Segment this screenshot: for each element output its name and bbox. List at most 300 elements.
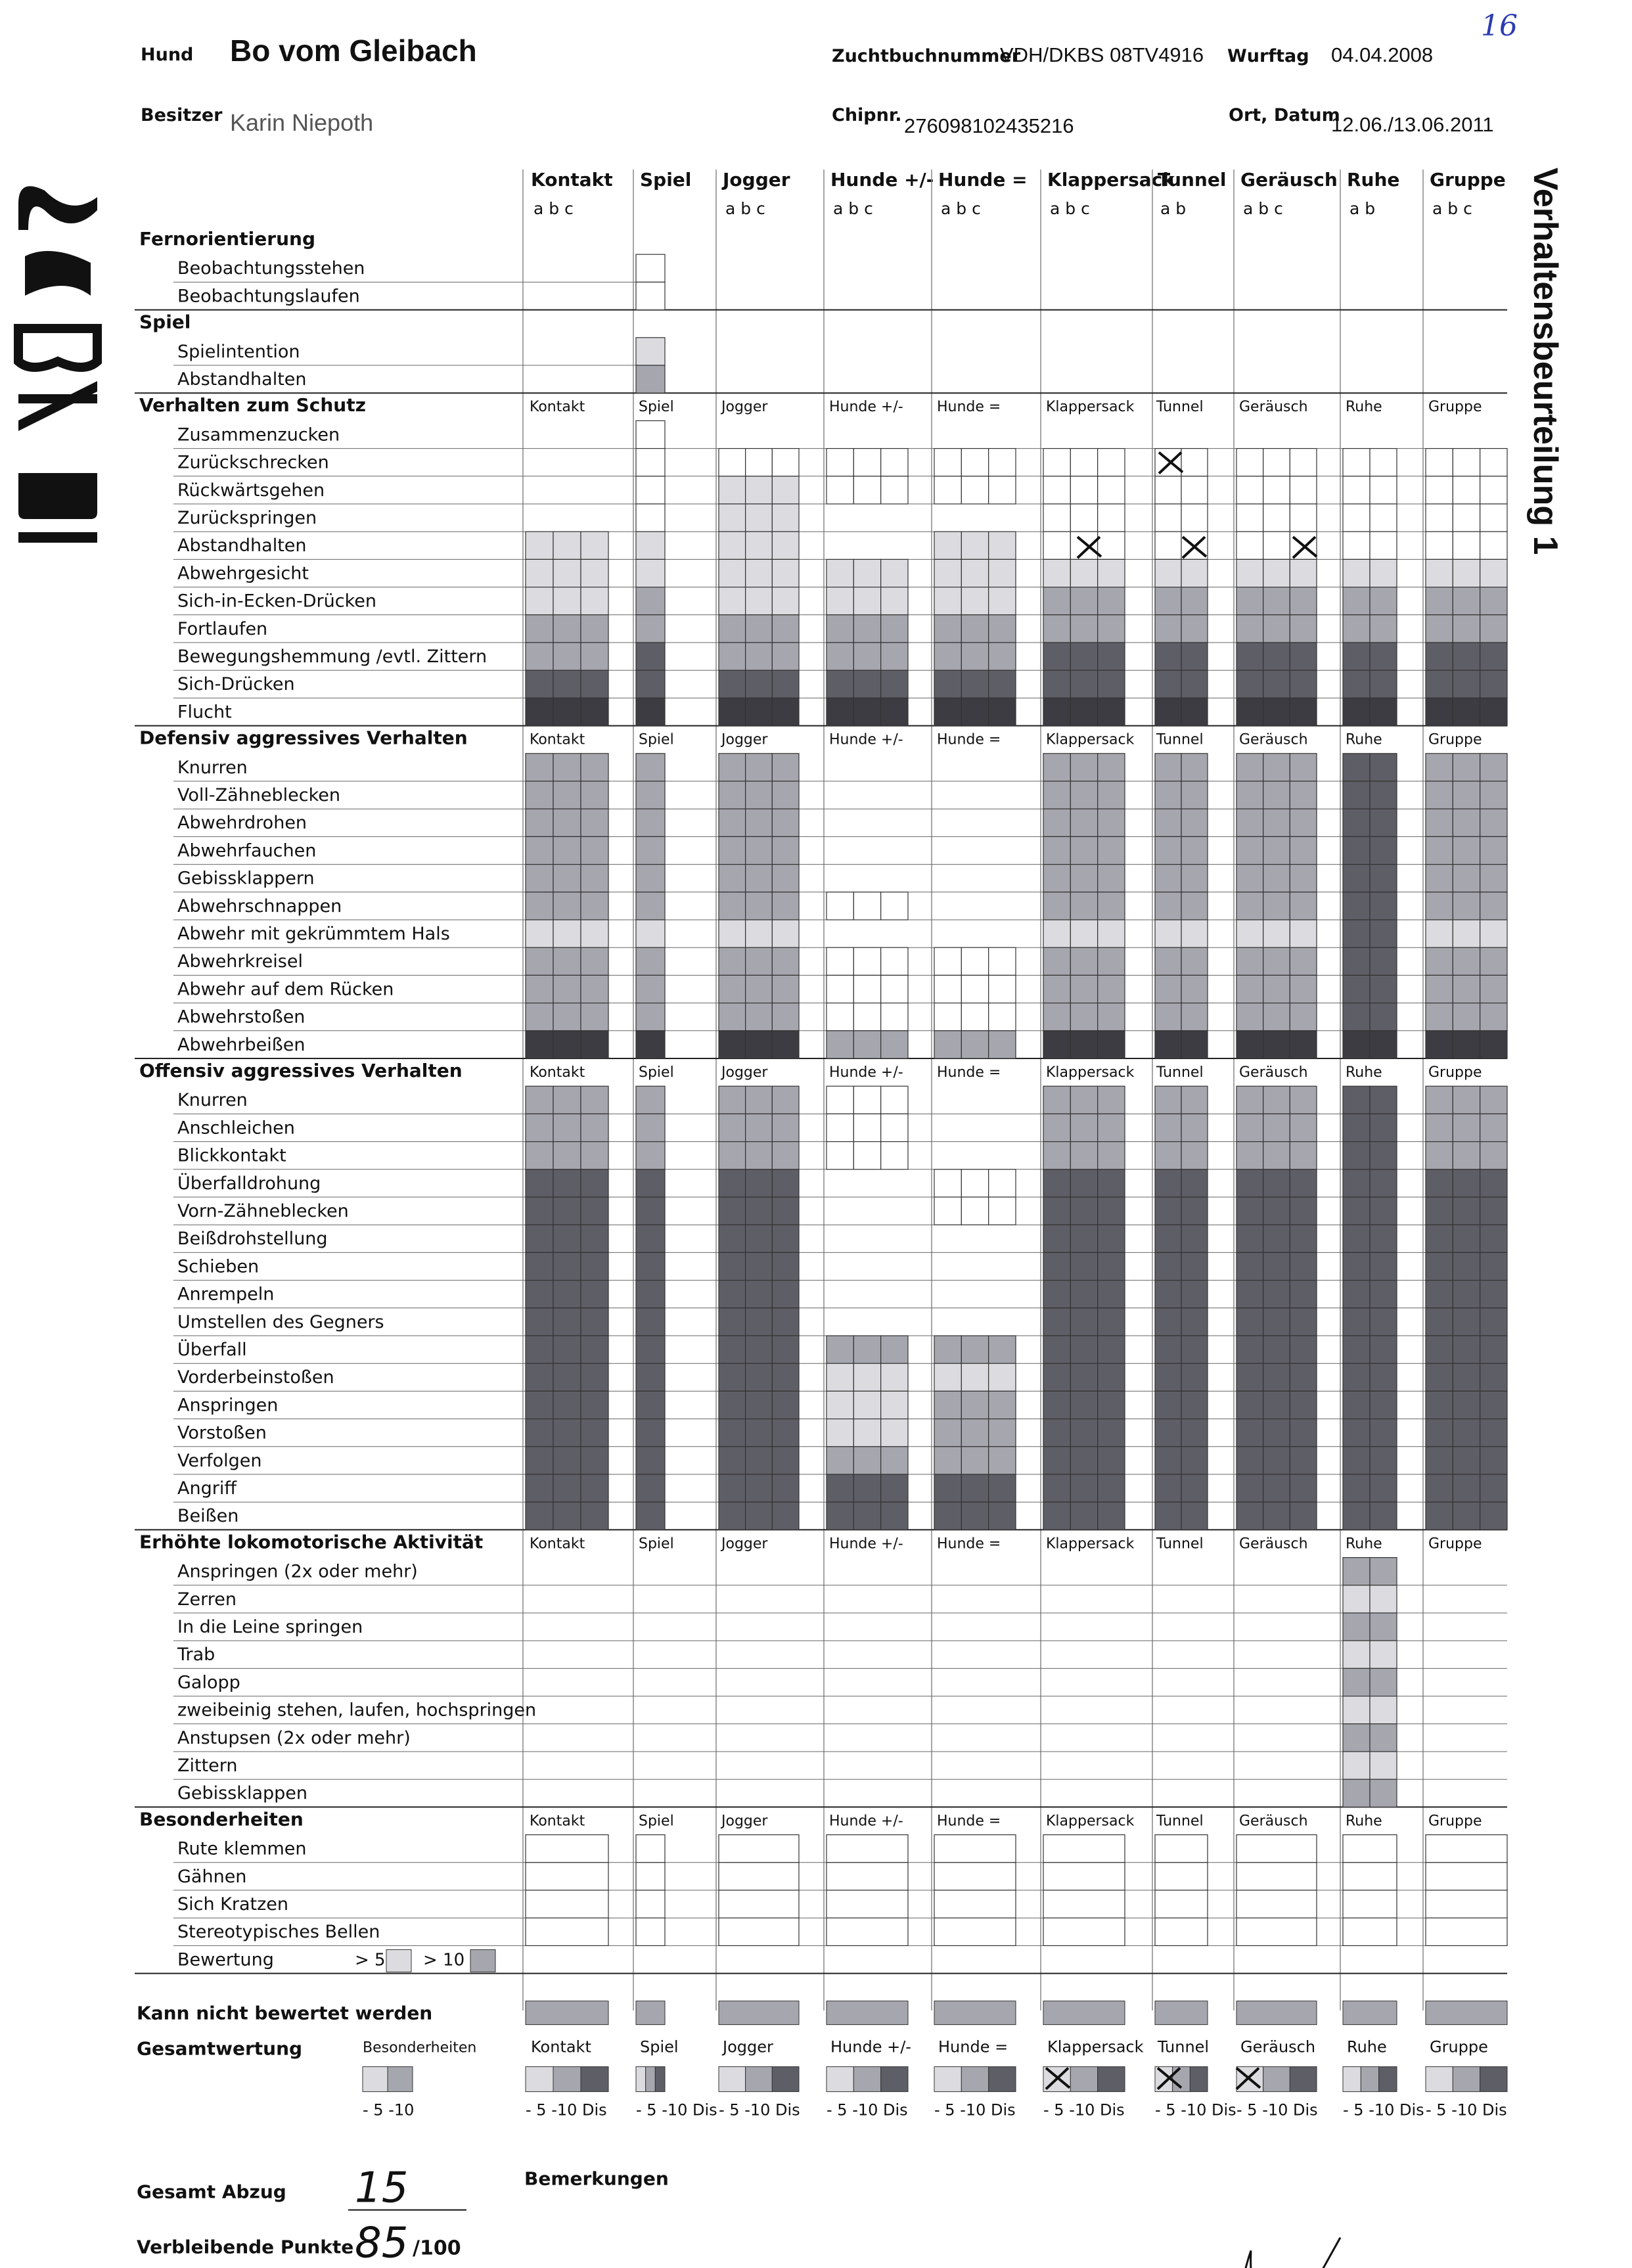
grid-cell	[581, 670, 608, 698]
grid-cell	[1343, 615, 1370, 643]
grid-cell	[746, 670, 773, 698]
section-col-label: Hunde +/-	[829, 731, 903, 748]
besitzer-value: Karin Niepoth	[230, 109, 374, 136]
grid-cell	[827, 1031, 853, 1058]
grid-cell	[1453, 1031, 1480, 1058]
grid-cell	[1181, 1281, 1208, 1308]
grid-cell	[1236, 975, 1263, 1003]
grid-cell	[1480, 781, 1507, 809]
grid-cell	[961, 532, 988, 559]
grid-cell	[853, 1419, 880, 1447]
grid-cell	[1426, 975, 1453, 1003]
grid-cell	[719, 1031, 746, 1058]
grid-cell	[881, 698, 908, 725]
grid-cell	[1426, 1031, 1453, 1058]
grid-cell	[1098, 476, 1125, 504]
grid-cell	[526, 532, 553, 559]
grid-cell	[853, 587, 880, 615]
grid-cell	[1181, 1225, 1208, 1252]
grid-cell	[553, 1281, 581, 1308]
section-title-6: Besonderheiten	[139, 1808, 304, 1830]
grid-cell	[1236, 809, 1263, 836]
grid-cell	[1480, 1419, 1507, 1447]
grid-cell	[827, 1474, 853, 1502]
gesamt-cell	[581, 2067, 608, 2092]
grid-cell	[827, 643, 853, 670]
grid-cell	[1236, 1142, 1263, 1169]
section-col-label: Gruppe	[1428, 731, 1482, 748]
grid-cell	[719, 1225, 746, 1252]
grid-cell	[746, 587, 773, 615]
grid-cell	[961, 1031, 988, 1058]
grid-cell	[1236, 559, 1263, 587]
grid-cell	[934, 559, 961, 587]
grid-cell	[636, 781, 665, 809]
grid-cell	[719, 1114, 746, 1141]
grid-cell	[719, 865, 746, 892]
row-label: Überfalldrohung	[177, 1173, 321, 1194]
grid-cell	[1043, 476, 1070, 504]
grid-cell	[553, 892, 581, 920]
grid-cell	[1343, 1391, 1370, 1418]
grid-cell	[1181, 1308, 1208, 1336]
grid-cell	[1263, 920, 1290, 947]
kann-nicht-box	[1236, 2001, 1317, 2025]
grid-cell	[1480, 1086, 1507, 1114]
row-label: Vorn-Zähneblecken	[177, 1201, 349, 1221]
grid-cell	[1343, 1502, 1370, 1530]
grid-cell	[881, 947, 908, 975]
gesamt-col-label: Gruppe	[1430, 2037, 1488, 2056]
grid-cell	[1043, 1419, 1070, 1447]
grid-cell	[772, 587, 799, 615]
grid-cell	[853, 1031, 880, 1058]
grid-cell	[989, 947, 1016, 975]
grid-cell	[827, 1086, 853, 1114]
grid-cell	[934, 1419, 961, 1447]
grid-cell	[1236, 670, 1263, 698]
grid-cell	[989, 532, 1016, 559]
grid-cell	[1098, 504, 1125, 532]
grid-cell	[989, 1502, 1016, 1530]
bewertung-box-10	[470, 1949, 495, 1972]
grid-cell	[1426, 781, 1453, 809]
grid-cell	[827, 1336, 853, 1363]
grid-cell	[1236, 754, 1263, 781]
grid-cell	[772, 449, 799, 476]
grid-cell	[1155, 1281, 1181, 1308]
grid-cell	[581, 559, 608, 587]
row-label: Abwehrstoßen	[177, 1007, 306, 1028]
grid-cell	[1290, 975, 1317, 1003]
besonderheit-box	[719, 1890, 799, 1918]
section-col-label: Ruhe	[1346, 1064, 1382, 1081]
grid-cell	[526, 781, 553, 809]
grid-cell	[553, 1142, 581, 1169]
grid-cell	[581, 781, 608, 809]
grid-cell	[1290, 1281, 1317, 1308]
row-label: Voll-Zähneblecken	[177, 785, 341, 805]
grid-cell	[746, 1419, 773, 1447]
gesamt-col-label: Kontakt	[531, 2037, 591, 2056]
grid-cell	[989, 1169, 1016, 1197]
row-label: Rückwärtsgehen	[177, 480, 325, 501]
column-sub-2: a b c	[725, 199, 765, 218]
grid-cell	[1098, 1114, 1125, 1141]
section-col-label: Ruhe	[1346, 731, 1382, 748]
gesamt-scale: - 5 -10 Dis	[1426, 2100, 1507, 2120]
grid-cell	[1343, 1169, 1370, 1197]
grid-cell	[827, 1114, 853, 1141]
grid-cell	[1343, 1696, 1370, 1724]
grid-cell	[746, 836, 773, 864]
grid-cell	[636, 1086, 665, 1114]
grid-cell	[719, 532, 746, 559]
row-label: Blickkontakt	[177, 1145, 286, 1166]
column-header-6: Tunnel	[1158, 169, 1227, 191]
grid-cell	[1370, 587, 1397, 615]
grid-cell	[1181, 754, 1208, 781]
gesamt-col-label: Geräusch	[1240, 2037, 1316, 2056]
grid-cell	[772, 532, 799, 559]
chipnr-value: 276098102435216	[904, 114, 1074, 137]
grid-cell	[1098, 449, 1125, 476]
grid-cell	[1070, 1169, 1097, 1197]
grid-cell	[989, 975, 1016, 1003]
grid-cell	[1343, 865, 1370, 892]
grid-cell	[1043, 532, 1070, 559]
grid-cell	[746, 1003, 773, 1031]
grid-cell	[1290, 1197, 1317, 1225]
grid-cell	[1070, 1086, 1097, 1114]
grid-cell	[1098, 1003, 1125, 1031]
grid-cell	[1070, 809, 1097, 836]
grid-cell	[1426, 1142, 1453, 1169]
grid-cell	[636, 338, 665, 365]
grid-cell	[961, 476, 988, 504]
besonderheit-box	[526, 1890, 608, 1918]
grid-cell	[719, 559, 746, 587]
grid-cell	[772, 836, 799, 864]
grid-cell	[636, 754, 665, 781]
grid-cell	[853, 1114, 880, 1141]
grid-cell	[1370, 1281, 1397, 1308]
grid-cell	[1426, 559, 1453, 587]
grid-cell	[853, 698, 880, 725]
grid-cell	[989, 1003, 1016, 1031]
grid-cell	[1290, 559, 1317, 587]
grid-cell	[526, 947, 553, 975]
grid-cell	[1098, 615, 1125, 643]
grid-cell	[1263, 809, 1290, 836]
grid-cell	[1070, 504, 1097, 532]
row-label: Gebissklappern	[177, 868, 315, 889]
section-col-label: Kontakt	[530, 1813, 585, 1830]
grid-cell	[1480, 1308, 1507, 1336]
section-col-label: Geräusch	[1239, 731, 1308, 748]
gesamt-col-label: Hunde =	[938, 2037, 1009, 2056]
row-label: Anstupsen (2x oder mehr)	[177, 1727, 411, 1748]
grid-cell	[1453, 809, 1480, 836]
grid-cell	[1155, 947, 1181, 975]
grid-cell	[1370, 865, 1397, 892]
grid-cell	[1370, 643, 1397, 670]
gesamt-scale: - 5 -10 Dis	[636, 2100, 717, 2120]
grid-cell	[1343, 1031, 1370, 1058]
grid-cell	[827, 1502, 853, 1530]
grid-cell	[1426, 532, 1453, 559]
grid-cell	[1043, 698, 1070, 725]
grid-cell	[1453, 698, 1480, 725]
section-col-label: Tunnel	[1156, 399, 1204, 416]
grid-cell	[1070, 698, 1097, 725]
grid-cell	[1181, 1391, 1208, 1418]
grid-cell	[934, 947, 961, 975]
grid-cell	[636, 1225, 665, 1252]
grid-cell	[1343, 449, 1370, 476]
row-label: Schieben	[177, 1256, 260, 1277]
grid-cell	[1426, 1474, 1453, 1502]
grid-cell	[746, 1281, 773, 1308]
grid-cell	[553, 1114, 581, 1141]
row-label: Zerren	[177, 1589, 237, 1610]
grid-cell	[1263, 1225, 1290, 1252]
grid-cell	[961, 698, 988, 725]
gesamt-scale: - 5 -10 Dis	[827, 2100, 908, 2120]
besonderheit-box	[1426, 1890, 1507, 1918]
row-label: Anspringen	[177, 1395, 279, 1416]
grid-cell	[827, 559, 853, 587]
grid-cell	[1070, 643, 1097, 670]
kann-nicht-box	[1043, 2001, 1125, 2025]
grid-cell	[1098, 1363, 1125, 1391]
grid-cell	[636, 1447, 665, 1474]
grid-cell	[1370, 1641, 1397, 1668]
kann-nicht-box	[526, 2001, 608, 2025]
grid-cell	[1236, 643, 1263, 670]
grid-cell	[881, 1474, 908, 1502]
grid-cell	[1043, 1502, 1070, 1530]
grid-cell	[1043, 1281, 1070, 1308]
grid-cell	[772, 809, 799, 836]
grid-cell	[1155, 1502, 1181, 1530]
grid-cell	[961, 1474, 988, 1502]
row-label: Überfall	[177, 1340, 247, 1360]
grid-cell	[553, 1474, 581, 1502]
grid-cell	[636, 892, 665, 920]
grid-cell	[772, 504, 799, 532]
grid-cell	[1343, 1114, 1370, 1141]
section-col-label: Kontakt	[530, 399, 585, 416]
grid-cell	[1453, 781, 1480, 809]
grid-cell	[526, 1391, 553, 1418]
grid-cell	[1043, 947, 1070, 975]
grid-cell	[881, 449, 908, 476]
grid-cell	[1343, 1225, 1370, 1252]
grid-cell	[581, 920, 608, 947]
grid-cell	[1181, 920, 1208, 947]
grid-cell	[1453, 1308, 1480, 1336]
grid-cell	[1070, 1363, 1097, 1391]
row-label: Abwehrbeißen	[177, 1034, 306, 1055]
grid-cell	[1480, 865, 1507, 892]
grid-cell	[1098, 975, 1125, 1003]
grid-cell	[1070, 1197, 1097, 1225]
grid-cell	[1370, 504, 1397, 532]
grid-cell	[772, 781, 799, 809]
grid-cell	[553, 1086, 581, 1114]
grid-cell	[1236, 1363, 1263, 1391]
chipnr-label: Chipnr.	[832, 105, 902, 125]
besonderheit-box	[636, 1863, 665, 1890]
section-title-5: Erhöhte lokomotorische Aktivität	[139, 1531, 484, 1553]
grid-cell	[746, 1502, 773, 1530]
bemerkungen-label: Bemerkungen	[524, 2167, 669, 2190]
grid-cell	[1098, 532, 1125, 559]
section-col-label: Jogger	[721, 1813, 768, 1830]
signature	[1235, 2238, 1340, 2268]
grid-cell	[1370, 1363, 1397, 1391]
grid-cell	[719, 1391, 746, 1418]
grid-cell	[772, 947, 799, 975]
grid-cell	[1480, 1252, 1507, 1280]
grid-cell	[1370, 1474, 1397, 1502]
grid-cell	[1043, 670, 1070, 698]
grid-cell	[581, 1474, 608, 1502]
grid-cell	[1236, 1197, 1263, 1225]
grid-cell	[772, 1169, 799, 1197]
wurftag-value: 04.04.2008	[1331, 43, 1434, 66]
grid-cell	[1043, 1391, 1070, 1418]
grid-cell	[1480, 892, 1507, 920]
grid-cell	[1453, 1114, 1480, 1141]
grid-cell	[1263, 975, 1290, 1003]
grid-cell	[1290, 670, 1317, 698]
grid-cell	[1343, 1281, 1370, 1308]
grid-cell	[1453, 892, 1480, 920]
grid-cell	[581, 1197, 608, 1225]
grid-cell	[1070, 1225, 1097, 1252]
grid-cell	[1098, 1391, 1125, 1418]
grid-cell	[1236, 1225, 1263, 1252]
grid-cell	[934, 476, 961, 504]
grid-cell	[1426, 809, 1453, 836]
grid-cell	[1155, 1252, 1181, 1280]
grid-cell	[1263, 504, 1290, 532]
row-label: Beißdrohstellung	[177, 1229, 328, 1250]
grid-cell	[1343, 587, 1370, 615]
grid-cell	[1426, 1281, 1453, 1308]
besonderheit-box	[1343, 1863, 1397, 1890]
gesamt-scale: - 5 -10 Dis	[719, 2100, 800, 2120]
grid-cell	[1098, 892, 1125, 920]
grid-cell	[1453, 920, 1480, 947]
gesamt-cell	[1173, 2067, 1190, 2092]
grid-cell	[526, 587, 553, 615]
grid-cell	[719, 1363, 746, 1391]
grid-cell	[961, 1363, 988, 1391]
grid-cell	[526, 1086, 553, 1114]
grid-cell	[1236, 532, 1263, 559]
grid-cell	[1453, 1252, 1480, 1280]
grid-cell	[1263, 1169, 1290, 1197]
section-col-label: Geräusch	[1239, 399, 1308, 416]
grid-cell	[1290, 1114, 1317, 1141]
grid-cell	[934, 1169, 961, 1197]
grid-cell	[1370, 1752, 1397, 1779]
row-label: Anschleichen	[177, 1118, 295, 1139]
grid-cell	[1155, 836, 1181, 864]
grid-cell	[746, 1391, 773, 1418]
grid-cell	[553, 587, 581, 615]
grid-cell	[1098, 1252, 1125, 1280]
grid-cell	[1236, 892, 1263, 920]
grid-cell	[1343, 1613, 1370, 1641]
section-col-label: Jogger	[721, 731, 768, 748]
grid-cell	[1043, 920, 1070, 947]
grid-cell	[1070, 865, 1097, 892]
grid-cell	[746, 1308, 773, 1336]
gesamt-cell	[526, 2067, 553, 2092]
row-label: Spielintention	[177, 341, 300, 362]
grid-cell	[1043, 504, 1070, 532]
section-col-label: Hunde =	[937, 1535, 1001, 1553]
grid-cell	[1290, 476, 1317, 504]
grid-cell	[1155, 1003, 1181, 1031]
grid-cell	[1480, 643, 1507, 670]
grid-cell	[1263, 1086, 1290, 1114]
grid-cell	[853, 449, 880, 476]
grid-cell	[1070, 1336, 1097, 1363]
grid-cell	[553, 809, 581, 836]
grid-cell	[526, 754, 553, 781]
grid-cell	[1370, 1696, 1397, 1724]
section-col-label: Hunde =	[937, 731, 1001, 748]
besonderheit-box	[636, 1918, 665, 1945]
gesamt-cell	[881, 2067, 908, 2092]
row-label: Zurückspringen	[177, 508, 317, 528]
grid-cell	[934, 1363, 961, 1391]
grid-cell	[636, 615, 665, 643]
grid-cell	[581, 1003, 608, 1031]
row-label: Rute klemmen	[177, 1838, 307, 1859]
grid-cell	[1453, 1086, 1480, 1114]
grid-cell	[1070, 1252, 1097, 1280]
grid-cell	[1098, 809, 1125, 836]
grid-cell	[772, 1281, 799, 1308]
grid-cell	[989, 559, 1016, 587]
grid-cell	[1343, 504, 1370, 532]
grid-cell	[881, 476, 908, 504]
grid-cell	[772, 1336, 799, 1363]
column-header-1: Spiel	[640, 169, 692, 191]
besonderheit-box	[1426, 1835, 1507, 1863]
grid-cell	[1098, 1169, 1125, 1197]
grid-cell	[1181, 1336, 1208, 1363]
grid-cell	[989, 615, 1016, 643]
grid-cell	[1155, 1031, 1181, 1058]
grid-cell	[1263, 1281, 1290, 1308]
grid-cell	[1098, 1031, 1125, 1058]
grid-cell	[1263, 1447, 1290, 1474]
row-label: Anrempeln	[177, 1284, 275, 1305]
grid-cell	[1426, 1502, 1453, 1530]
grid-cell	[772, 1031, 799, 1058]
grid-cell	[1181, 1031, 1208, 1058]
grid-cell	[989, 670, 1016, 698]
grid-cell	[1343, 1668, 1370, 1696]
grid-cell	[772, 1003, 799, 1031]
